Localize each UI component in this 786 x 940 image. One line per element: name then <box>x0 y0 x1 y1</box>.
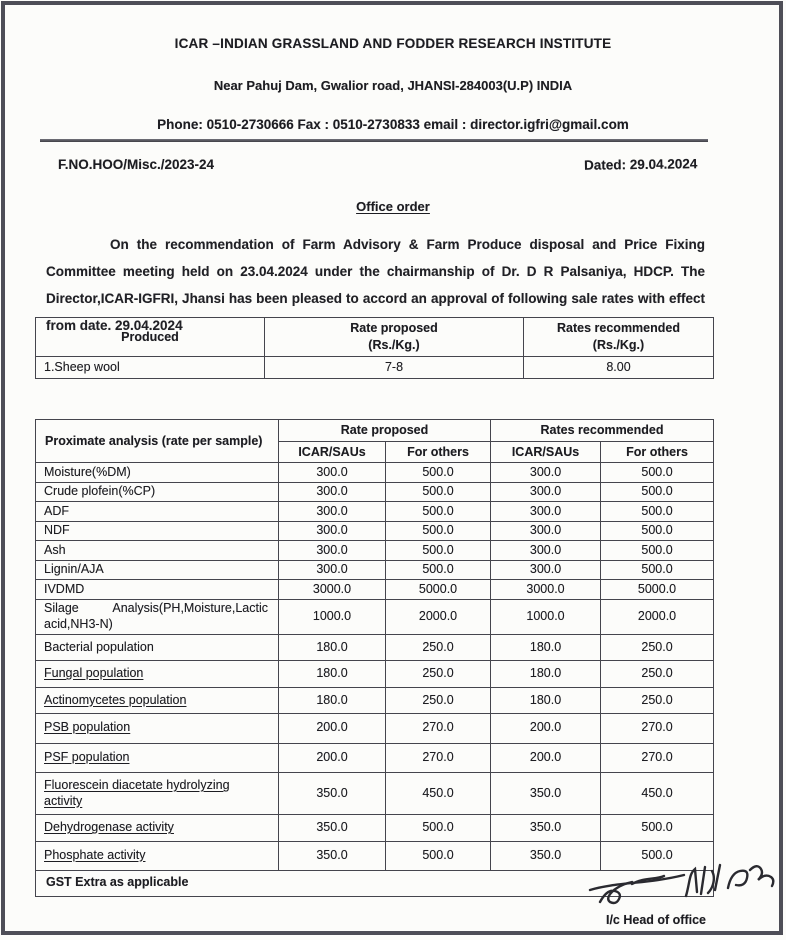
rate-cell: 300.0 <box>491 502 601 522</box>
table-row <box>36 714 714 744</box>
rates-recommended-group-header: Rates recommended <box>491 420 714 442</box>
rates-recommended-column-header <box>524 318 714 357</box>
rate-cell: 450.0 <box>386 773 491 815</box>
rate-cell: 500.0 <box>601 463 714 483</box>
produce-header-row <box>36 318 714 357</box>
rate-cell: 500.0 <box>386 482 491 502</box>
rate-cell: 500.0 <box>601 560 714 580</box>
rate-cell: 500.0 <box>601 841 714 871</box>
analysis-name-cell: Actinomycetes population <box>36 687 279 714</box>
institute-address: Near Pahuj Dam, Gwalior road, JHANSI-284003(U.P) INDIA <box>213 78 573 93</box>
header-unit: (Rs./Kg.) <box>592 338 645 352</box>
rate-cell: 300.0 <box>279 463 386 483</box>
rate-cell: 500.0 <box>601 502 714 522</box>
rate-cell: 300.0 <box>491 463 601 483</box>
rate-cell: 3000.0 <box>491 580 601 600</box>
rate-cell: 500.0 <box>386 560 491 580</box>
analysis-name-cell: Fluorescein diacetate hydrolyzing activity <box>36 773 279 815</box>
analysis-name-cell: Phosphate activity <box>36 841 279 871</box>
rate-cell: 500.0 <box>386 541 491 561</box>
order-title: Office order <box>356 199 430 214</box>
table-row <box>36 482 714 502</box>
rate-cell: 270.0 <box>386 743 491 773</box>
table-row <box>36 357 714 379</box>
rate-cell: 350.0 <box>491 841 601 871</box>
analysis-name-cell: ADF <box>36 502 279 522</box>
header-title: Rates recommended <box>557 321 680 335</box>
table-row <box>36 634 714 661</box>
rate-cell: 350.0 <box>279 841 386 871</box>
rate-cell: 5000.0 <box>601 580 714 600</box>
produce-rate-table <box>35 317 714 379</box>
analysis-name-cell: Ash <box>36 541 279 561</box>
rate-cell: 250.0 <box>386 634 491 661</box>
rate-cell: 300.0 <box>491 541 601 561</box>
rate-cell: 5000.0 <box>386 580 491 600</box>
rate-cell: 250.0 <box>601 661 714 688</box>
analysis-column-header: Proximate analysis (rate per sample) <box>36 420 279 463</box>
rate-cell: 300.0 <box>279 541 386 561</box>
table-row <box>36 463 714 483</box>
rate-cell: 300.0 <box>491 560 601 580</box>
rate-cell: 350.0 <box>491 815 601 842</box>
rate-cell: 300.0 <box>279 482 386 502</box>
table-row <box>36 521 714 541</box>
analysis-name-cell: Dehydrogenase activity <box>36 815 279 842</box>
rate-cell: 500.0 <box>601 541 714 561</box>
rate-cell: 200.0 <box>279 743 386 773</box>
for-others-header: For others <box>386 441 491 463</box>
rate-cell: 200.0 <box>491 743 601 773</box>
table-row <box>36 661 714 688</box>
analysis-name-cell: Lignin/AJA <box>36 560 279 580</box>
rate-cell: 300.0 <box>491 482 601 502</box>
table-row <box>36 815 714 842</box>
rate-cell: 500.0 <box>386 841 491 871</box>
rate-cell: 180.0 <box>491 687 601 714</box>
rate-cell: 250.0 <box>601 634 714 661</box>
analysis-name-cell: Bacterial population <box>36 634 279 661</box>
rate-cell: 180.0 <box>279 634 386 661</box>
rate-cell: 500.0 <box>386 463 491 483</box>
dated-label: Dated: 29.04.2024 <box>583 156 698 173</box>
analysis-name-cell: PSB population <box>36 714 279 744</box>
table-row <box>36 560 714 580</box>
table-row <box>36 687 714 714</box>
order-paragraph: On the recommendation of Farm Advisory & Farm Produce disposal and Price Fixing Committee meeting held on 23.04.2024 under the chairmanship of Dr. D R Palsaniya, HDCP. The Director,ICAR-IGFRI, Jhansi has been pleased to accord an approval of following sale rates with effect from date. 29.04.2024 <box>46 237 705 333</box>
table-row <box>36 743 714 773</box>
rate-cell: 500.0 <box>601 482 714 502</box>
rate-cell: 3000.0 <box>279 580 386 600</box>
rate-cell: 350.0 <box>279 815 386 842</box>
table-row <box>36 773 714 815</box>
header-divider <box>40 139 708 142</box>
file-number: F.NO.HOO/Misc./2023-24 <box>58 157 215 172</box>
header-title: Produced <box>121 329 179 344</box>
rate-cell: 500.0 <box>386 521 491 541</box>
rate-cell: 1000.0 <box>491 599 601 634</box>
produce-name-cell: 1.Sheep wool <box>36 357 265 379</box>
institute-contact: Phone: 0510-2730666 Fax : 0510-2730833 email : director.igfri@gmail.com <box>157 117 629 132</box>
rate-cell: 200.0 <box>279 714 386 744</box>
table-row <box>36 502 714 522</box>
rate-cell: 7-8 <box>265 357 524 379</box>
analysis-name-cell: PSF population <box>36 743 279 773</box>
signatory-designation: I/c Head of office <box>605 913 707 927</box>
rate-cell: 8.00 <box>524 357 714 379</box>
for-others-header: For others <box>601 441 714 463</box>
rate-cell: 350.0 <box>279 773 386 815</box>
rate-cell: 300.0 <box>279 560 386 580</box>
rate-cell: 2000.0 <box>601 599 714 634</box>
rate-cell: 300.0 <box>491 521 601 541</box>
analysis-name-cell: NDF <box>36 521 279 541</box>
rate-cell: 500.0 <box>601 521 714 541</box>
rate-cell: 180.0 <box>491 634 601 661</box>
rate-cell: 450.0 <box>601 773 714 815</box>
rate-cell: 2000.0 <box>386 599 491 634</box>
rate-proposed-group-header: Rate proposed <box>279 420 491 442</box>
rate-cell: 270.0 <box>601 743 714 773</box>
reference-row <box>58 157 697 172</box>
analysis-name-cell: Silage Analysis(PH,Moisture,Lactic acid,NH3-N) <box>36 599 279 634</box>
rate-cell: 250.0 <box>601 687 714 714</box>
rate-cell: 270.0 <box>601 714 714 744</box>
produced-column-header <box>36 318 265 357</box>
analysis-name-cell: Crude plofein(%CP) <box>36 482 279 502</box>
rate-cell: 300.0 <box>279 521 386 541</box>
rate-cell: 270.0 <box>386 714 491 744</box>
rate-proposed-column-header <box>265 318 524 357</box>
rate-cell: 500.0 <box>601 815 714 842</box>
rate-cell: 180.0 <box>279 687 386 714</box>
signature-scribble <box>586 860 782 912</box>
rate-cell: 180.0 <box>491 661 601 688</box>
analysis-group-header-row <box>36 420 714 442</box>
rate-cell: 250.0 <box>386 687 491 714</box>
rate-cell: 200.0 <box>491 714 601 744</box>
gst-note: GST Extra as applicable <box>36 871 714 897</box>
institute-name: ICAR –INDIAN GRASSLAND AND FODDER RESEARCH INSTITUTE <box>174 36 612 51</box>
analysis-name-cell: IVDMD <box>36 580 279 600</box>
rate-cell: 500.0 <box>386 502 491 522</box>
table-row <box>36 580 714 600</box>
rate-cell: 180.0 <box>279 661 386 688</box>
header-unit: (Rs./Kg.) <box>368 338 420 352</box>
analysis-name-cell: Fungal population <box>36 661 279 688</box>
rate-cell: 350.0 <box>491 773 601 815</box>
analysis-rate-table <box>35 419 714 897</box>
table-row <box>36 599 714 634</box>
rate-cell: 250.0 <box>386 661 491 688</box>
table-row <box>36 541 714 561</box>
rate-cell: 500.0 <box>386 815 491 842</box>
rate-cell: 1000.0 <box>279 599 386 634</box>
icar-saus-header: ICAR/SAUs <box>279 441 386 463</box>
rate-cell: 300.0 <box>279 502 386 522</box>
analysis-name-cell: Moisture(%DM) <box>36 463 279 483</box>
header-title: Rate proposed <box>350 321 438 335</box>
icar-saus-header: ICAR/SAUs <box>491 441 601 463</box>
